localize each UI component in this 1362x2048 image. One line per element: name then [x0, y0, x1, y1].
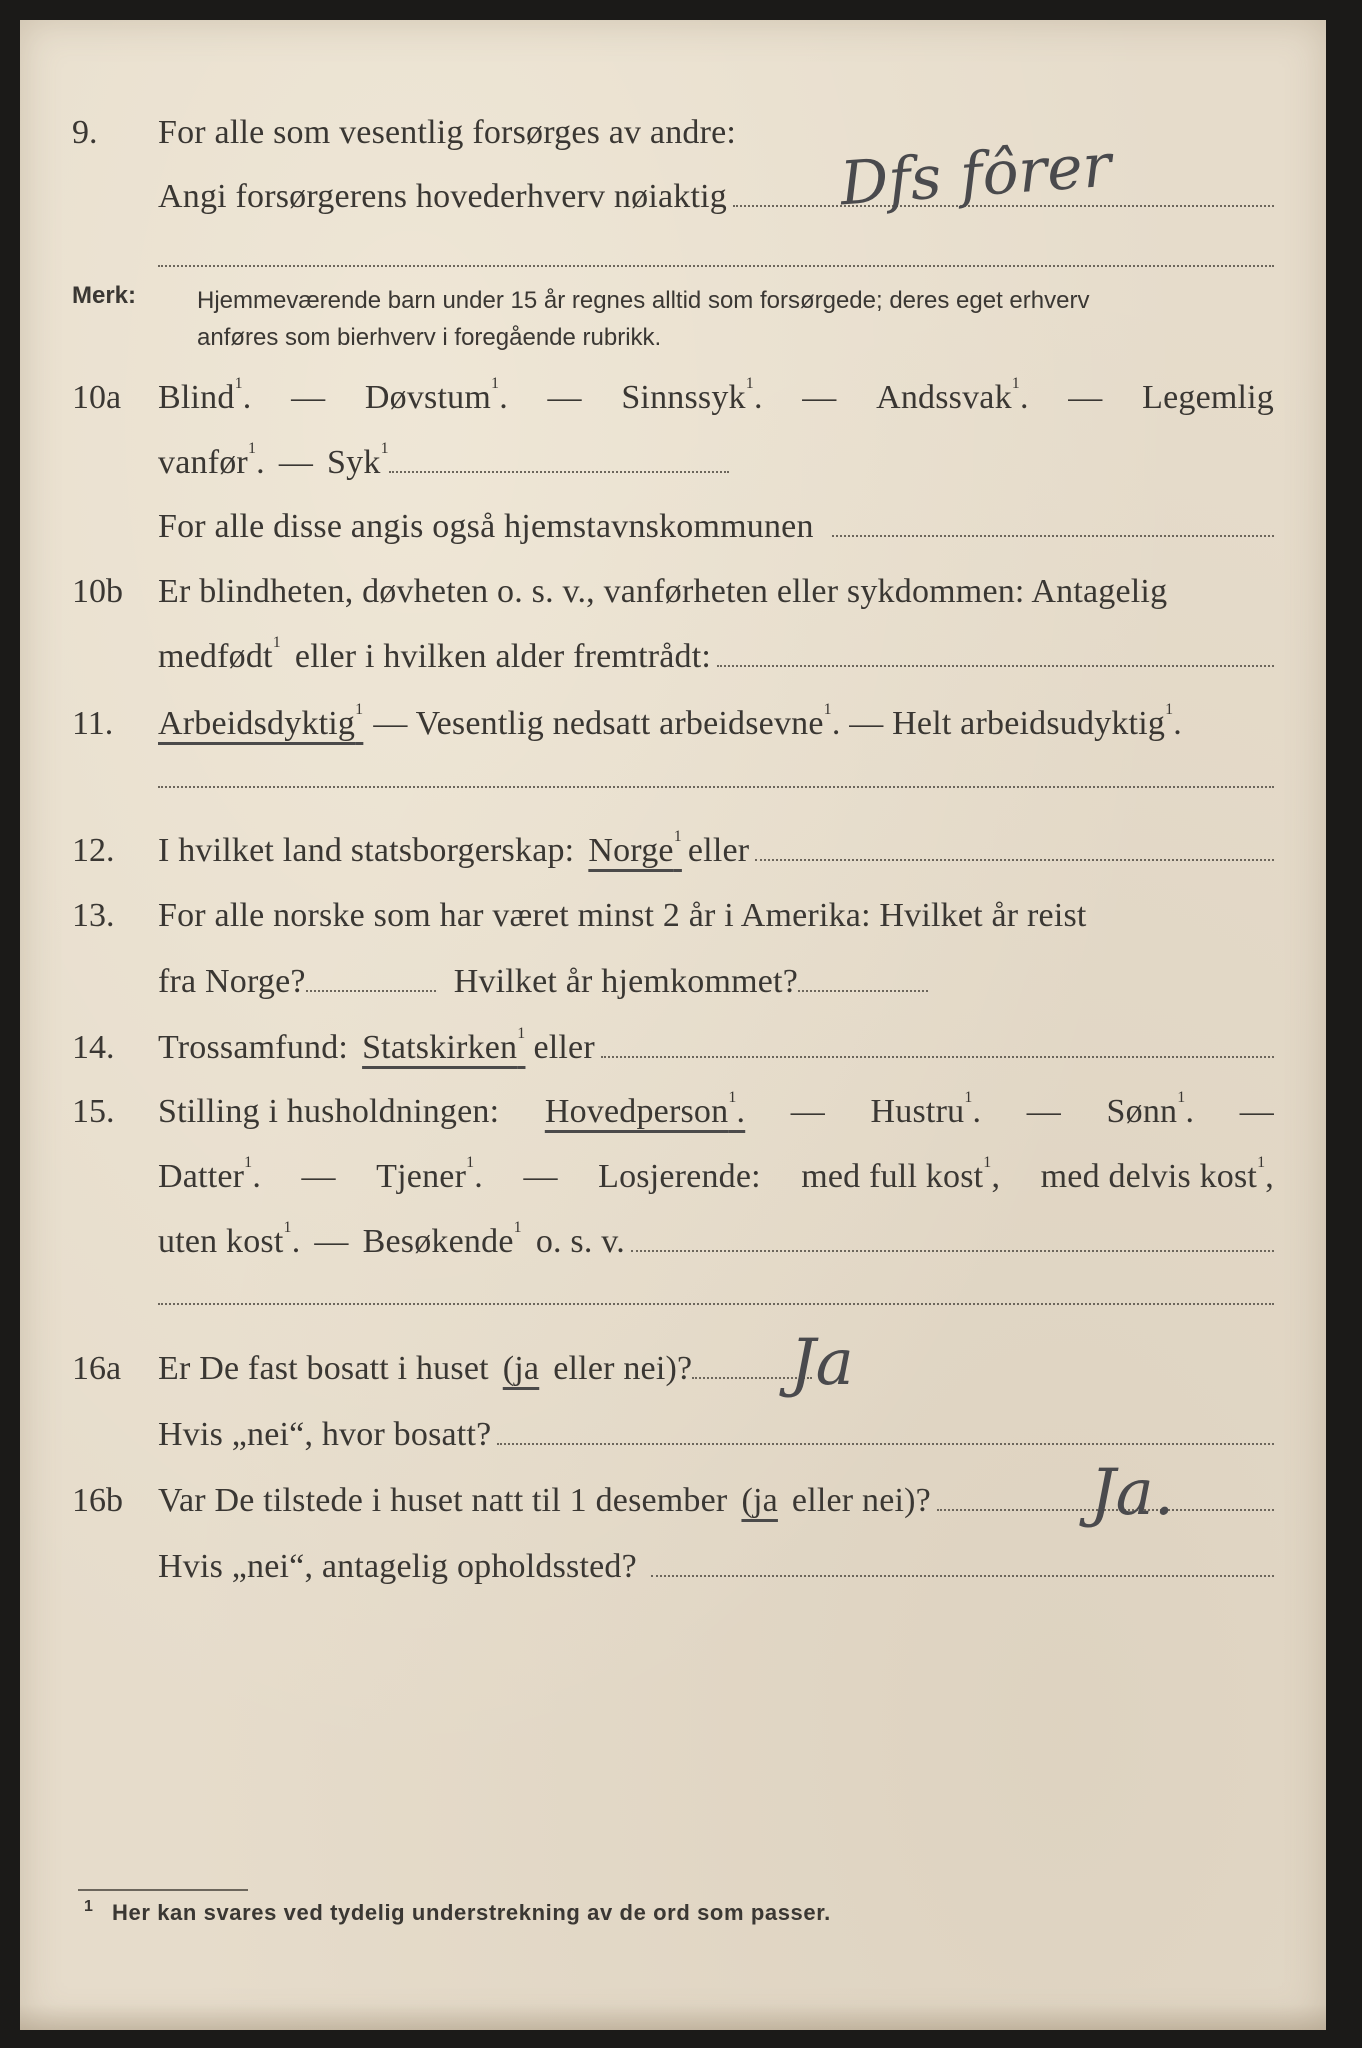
q11-number: 11.: [72, 705, 114, 742]
q15-line1: 15. Stilling i husholdningen: Hovedperson$^1$. — Hustru$^1$. — Sønn$^1$. —: [72, 1089, 1274, 1130]
footnote-rule: [78, 1889, 248, 1891]
q9-extra-dotted-line: [158, 265, 1274, 267]
q15-option-tjener[interactable]: Tjener$^1$.: [376, 1154, 483, 1195]
q15-option-hovedperson-underlined[interactable]: Hovedperson$^1$.: [544, 1089, 746, 1130]
q16b-text-end: eller nei)?: [791, 1482, 931, 1519]
q9-handwritten-answer: Dfs fôrer: [837, 130, 1114, 220]
q15-option-delvis-kost[interactable]: med delvis kost$^1$,: [1040, 1154, 1274, 1195]
q16a-text: Er De fast bosatt i huset: [158, 1350, 489, 1387]
merk-label: Merk:: [72, 282, 137, 309]
q15-line2: Datter$^1$. — Tjener$^1$. — Losjerende: med full kost$^1$, med delvis kost$^1$,: [158, 1154, 1274, 1195]
q15-option-hustru[interactable]: Hustru$^1$.: [870, 1089, 982, 1130]
q16a-number: 16a: [72, 1350, 122, 1387]
q15-option-uten-kost[interactable]: uten kost$^1$.: [158, 1219, 301, 1260]
q10a-option-vanfor[interactable]: vanfør$^1$.: [158, 440, 265, 481]
merk-text-line1: Hjemmeværende barn under 15 år regnes alltid som forsørgede; deres eget erhverv: [197, 287, 1090, 314]
q10b-text-line1: Er blindheten, døvheten o. s. v., vanførheten eller sykdommen: Antagelig: [158, 573, 1168, 610]
q10a-option-sinnssyk[interactable]: Sinnssyk$^1$.: [621, 375, 763, 416]
q10a-option-dovstum[interactable]: Døvstum$^1$.: [364, 375, 508, 416]
q13-reist-dotted-line[interactable]: [306, 990, 436, 992]
q11-option-udyktig[interactable]: . — Helt arbeidsudyktig$^1$.: [831, 701, 1182, 742]
q16a-text-end: eller nei)?: [553, 1350, 693, 1387]
q10b-number: 10b: [72, 573, 123, 610]
q11-option-nedsatt[interactable]: — Vesentlig nedsatt arbeidsevne$^1$: [373, 701, 832, 742]
q15-option-sonn[interactable]: Sønn$^1$.: [1106, 1089, 1195, 1130]
q13-number: 13.: [72, 897, 115, 934]
q9-line2: [0, 170, 1362, 230]
q15-line3: uten kost$^1$. — Besøkende$^1$ o. s. v.: [0, 1215, 1362, 1275]
q15-extra-dotted-line: [158, 1303, 1274, 1305]
q9-text-line1: For alle som vesentlig forsørges av andre:: [158, 114, 737, 151]
q10a-option-syk[interactable]: Syk$^1$: [327, 440, 389, 481]
q10a-line2: vanfør$^1$. — Syk$^1$: [0, 436, 1362, 496]
q16b-nei-text: Hvis „nei“, antagelig opholdssted?: [158, 1548, 637, 1585]
q10a-option-andssvak[interactable]: Andssvak$^1$.: [876, 375, 1029, 416]
q16a-option-ja-underlined[interactable]: (ja: [502, 1350, 540, 1387]
q14-answer-dotted-line[interactable]: [601, 1056, 1274, 1058]
q15-osv: o. s. v.: [535, 1223, 625, 1260]
footnote-text: Her kan svares ved tydelig understrekning av de ord som passer.: [112, 1900, 831, 1925]
q12-option-norge-underlined[interactable]: Norge$^1$: [588, 828, 682, 869]
q11-extra-dotted-line: [158, 786, 1274, 788]
q10b-line2: [0, 630, 1362, 690]
q16a-line1: [0, 1342, 1362, 1402]
q13-line2: [0, 955, 1362, 1015]
q10a-line1: 10a Blind$^1$. — Døvstum$^1$. — Sinnssyk$^1$. — Andssvak$^1$. — Legemlig: [72, 375, 1274, 416]
footnote-number: 1: [84, 1898, 94, 1915]
q16b-text: Var De tilstede i huset natt til 1 desember: [158, 1482, 728, 1519]
q16a-handwritten-answer: Ja: [790, 1326, 854, 1400]
q10a-option-blind[interactable]: Blind$^1$.: [158, 375, 252, 416]
q14-number: 14.: [72, 1029, 115, 1066]
q16b-number: 16b: [72, 1482, 123, 1519]
q16b-option-ja-underlined[interactable]: (ja: [741, 1482, 778, 1519]
q16b-handwritten-answer: Ja.: [1090, 1456, 1175, 1530]
q12-eller: eller: [687, 832, 750, 869]
q10b-option-medfodt[interactable]: medfødt$^1$: [158, 634, 281, 675]
q15-text: Stilling i husholdningen:: [158, 1093, 500, 1130]
q16a-bosatt-dotted-line[interactable]: [497, 1443, 1274, 1445]
q14-eller: eller: [533, 1029, 595, 1066]
q15-option-full-kost[interactable]: med full kost$^1$,: [801, 1154, 1001, 1195]
q10b-line1: [0, 565, 1362, 625]
q13-text-line1: For alle norske som har været minst 2 år i Amerika: Hvilket år reist: [158, 897, 1087, 934]
q12-text: I hvilket land statsborgerskap:: [158, 832, 575, 869]
q12-line: [0, 824, 1362, 884]
q10a-option-legemlig[interactable]: Legemlig: [1142, 379, 1274, 416]
q13-line1: [0, 889, 1362, 949]
q9-number: 9.: [72, 114, 98, 151]
q10a-number: 10a: [72, 379, 122, 416]
q13-hjemkommet-label: Hvilket år hjemkommet?: [453, 963, 798, 1000]
q10a-hjemstavn-text: For alle disse angis også hjemstavnskommunen: [158, 508, 814, 545]
q14-option-statskirken-underlined[interactable]: Statskirken$^1$: [362, 1025, 526, 1066]
q15-answer-dotted-line[interactable]: [631, 1250, 1274, 1252]
q16a-nei-text: Hvis „nei“, hvor bosatt?: [158, 1416, 492, 1453]
q12-answer-dotted-line[interactable]: [755, 859, 1274, 861]
q10a-hjemstavn-dotted-line[interactable]: [832, 535, 1274, 537]
q11-option-arbeidsdyktig-underlined[interactable]: Arbeidsdyktig$^1$: [158, 701, 364, 742]
q12-number: 12.: [72, 832, 115, 869]
q16b-line2: [0, 1540, 1362, 1600]
q15-option-datter[interactable]: Datter$^1$.: [158, 1154, 262, 1195]
q16b-opholdssted-dotted-line[interactable]: [651, 1575, 1274, 1577]
q11-line: [0, 697, 1362, 757]
q13-reist-label: fra Norge?: [158, 963, 306, 1000]
q15-number: 15.: [72, 1093, 115, 1130]
q10b-text-line2: eller i hvilken alder fremtrådt:: [294, 638, 712, 675]
q9-text-line2: Angi forsørgerens hovederhverv nøiaktig: [158, 178, 727, 215]
q10a-line3: [0, 500, 1362, 560]
q14-text: Trossamfund:: [158, 1029, 349, 1066]
footnote: [84, 1898, 831, 1926]
q15-losjerende-label: Losjerende:: [598, 1158, 761, 1195]
q15-option-besokende[interactable]: Besøkende$^1$: [362, 1219, 522, 1260]
q13-hjemkommet-dotted-line[interactable]: [798, 990, 928, 992]
q14-line: [0, 1021, 1362, 1081]
merk-text-line2: anføres som bierhverv i foregående rubrikk.: [197, 324, 662, 351]
q10a-syk-dotted-line[interactable]: [389, 471, 729, 473]
q9-line1: [0, 106, 1362, 166]
q10b-answer-dotted-line[interactable]: [717, 665, 1274, 667]
